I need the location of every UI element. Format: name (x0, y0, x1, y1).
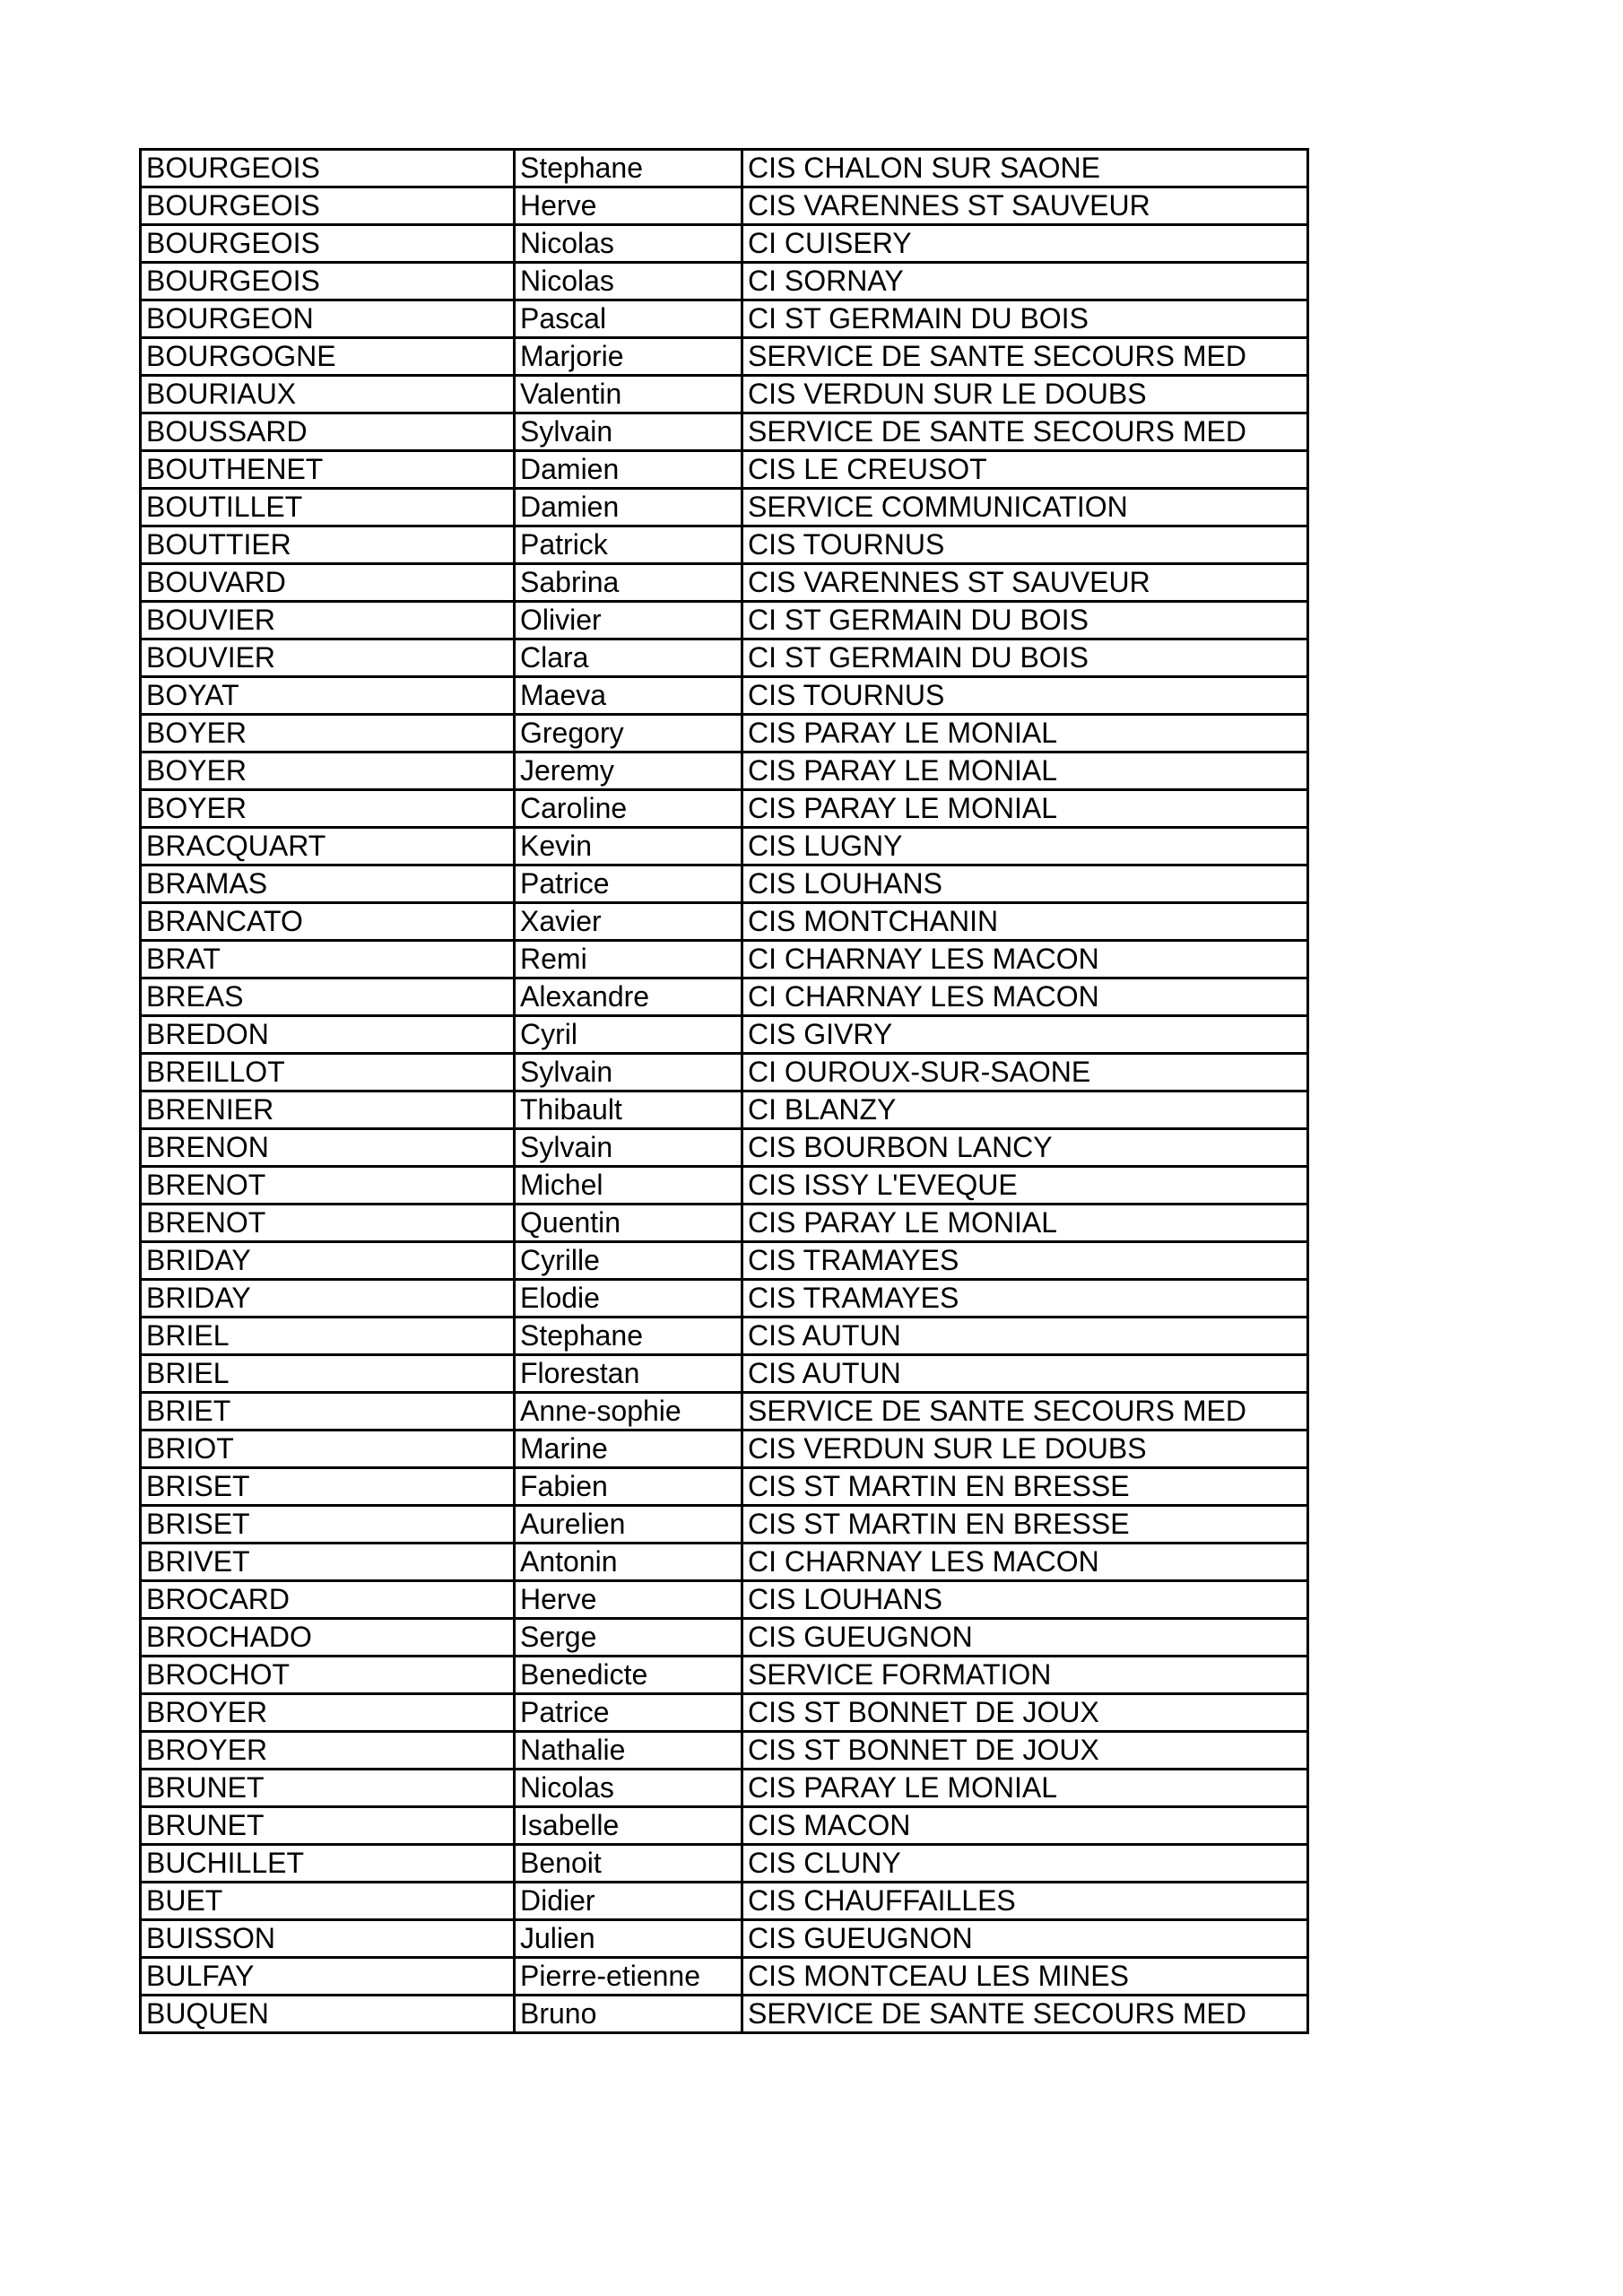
unit-cell: SERVICE DE SANTE SECOURS MED (742, 1393, 1308, 1431)
last-name-cell: BRUNET (141, 1770, 515, 1807)
unit-cell: CIS VERDUN SUR LE DOUBS (742, 1431, 1308, 1468)
unit-cell: CI ST GERMAIN DU BOIS (742, 602, 1308, 639)
table-row (141, 1016, 1308, 1054)
first-name-cell: Clara (515, 639, 742, 677)
unit-cell: CIS MONTCEAU LES MINES (742, 1958, 1308, 1996)
table-row (141, 715, 1308, 752)
table-row (141, 376, 1308, 413)
last-name-cell: BRIVET (141, 1544, 515, 1581)
last-name-cell: BOUTILLET (141, 489, 515, 526)
last-name-cell: BRUNET (141, 1807, 515, 1845)
table-row (141, 263, 1308, 300)
table-row (141, 1318, 1308, 1355)
table-row (141, 903, 1308, 941)
first-name-cell: Sylvain (515, 413, 742, 451)
unit-cell: CIS TOURNUS (742, 677, 1308, 715)
first-name-cell: Damien (515, 451, 742, 489)
last-name-cell: BRIOT (141, 1431, 515, 1468)
table-row (141, 1619, 1308, 1657)
table-row (141, 413, 1308, 451)
last-name-cell: BREILLOT (141, 1054, 515, 1091)
table-row (141, 865, 1308, 903)
first-name-cell: Serge (515, 1619, 742, 1657)
unit-cell: CIS GUEUGNON (742, 1619, 1308, 1657)
first-name-cell: Maeva (515, 677, 742, 715)
unit-cell: CIS GIVRY (742, 1016, 1308, 1054)
unit-cell: CIS LOUHANS (742, 1581, 1308, 1619)
unit-cell: CIS VARENNES ST SAUVEUR (742, 564, 1308, 602)
table-row (141, 526, 1308, 564)
table-row (141, 150, 1308, 187)
table-row (141, 828, 1308, 865)
table-row (141, 602, 1308, 639)
first-name-cell: Pascal (515, 300, 742, 338)
first-name-cell: Marine (515, 1431, 742, 1468)
table-row (141, 1167, 1308, 1205)
table-row (141, 1581, 1308, 1619)
first-name-cell: Sylvain (515, 1054, 742, 1091)
unit-cell: CI SORNAY (742, 263, 1308, 300)
unit-cell: CIS PARAY LE MONIAL (742, 1205, 1308, 1242)
first-name-cell: Florestan (515, 1355, 742, 1393)
unit-cell: CIS GUEUGNON (742, 1920, 1308, 1958)
last-name-cell: BRISET (141, 1506, 515, 1544)
table-row (141, 1129, 1308, 1167)
table-row (141, 338, 1308, 376)
unit-cell: CIS ST MARTIN EN BRESSE (742, 1468, 1308, 1506)
unit-cell: CIS LOUHANS (742, 865, 1308, 903)
first-name-cell: Olivier (515, 602, 742, 639)
unit-cell: CIS LUGNY (742, 828, 1308, 865)
last-name-cell: BUQUEN (141, 1996, 515, 2033)
last-name-cell: BRISET (141, 1468, 515, 1506)
first-name-cell: Bruno (515, 1996, 742, 2033)
table-row (141, 1242, 1308, 1280)
table-row (141, 489, 1308, 526)
unit-cell: CIS ST BONNET DE JOUX (742, 1694, 1308, 1732)
last-name-cell: BUISSON (141, 1920, 515, 1958)
first-name-cell: Caroline (515, 790, 742, 828)
first-name-cell: Isabelle (515, 1807, 742, 1845)
unit-cell: CIS CHAUFFAILLES (742, 1883, 1308, 1920)
table-row (141, 1544, 1308, 1581)
last-name-cell: BRENOT (141, 1167, 515, 1205)
last-name-cell: BRIEL (141, 1355, 515, 1393)
unit-cell: CI ST GERMAIN DU BOIS (742, 639, 1308, 677)
last-name-cell: BRIDAY (141, 1242, 515, 1280)
first-name-cell: Aurelien (515, 1506, 742, 1544)
last-name-cell: BOUTTIER (141, 526, 515, 564)
last-name-cell: BOUSSARD (141, 413, 515, 451)
unit-cell: CIS VERDUN SUR LE DOUBS (742, 376, 1308, 413)
table-row (141, 564, 1308, 602)
table-row (141, 1091, 1308, 1129)
unit-cell: CIS MONTCHANIN (742, 903, 1308, 941)
unit-cell: CIS CLUNY (742, 1845, 1308, 1883)
last-name-cell: BOURGEOIS (141, 225, 515, 263)
unit-cell: CIS PARAY LE MONIAL (742, 1770, 1308, 1807)
last-name-cell: BRAMAS (141, 865, 515, 903)
table-row (141, 1883, 1308, 1920)
table-row (141, 1468, 1308, 1506)
last-name-cell: BROYER (141, 1694, 515, 1732)
first-name-cell: Nicolas (515, 263, 742, 300)
table-row (141, 639, 1308, 677)
first-name-cell: Elodie (515, 1280, 742, 1318)
unit-cell: SERVICE FORMATION (742, 1657, 1308, 1694)
first-name-cell: Alexandre (515, 978, 742, 1016)
table-row (141, 1280, 1308, 1318)
table-row (141, 1920, 1308, 1958)
first-name-cell: Quentin (515, 1205, 742, 1242)
first-name-cell: Nicolas (515, 1770, 742, 1807)
table-row (141, 300, 1308, 338)
unit-cell: SERVICE COMMUNICATION (742, 489, 1308, 526)
last-name-cell: BOURGEOIS (141, 187, 515, 225)
table-row (141, 1807, 1308, 1845)
first-name-cell: Kevin (515, 828, 742, 865)
unit-cell: CIS PARAY LE MONIAL (742, 752, 1308, 790)
last-name-cell: BOUTHENET (141, 451, 515, 489)
unit-cell: CIS LE CREUSOT (742, 451, 1308, 489)
table-row (141, 451, 1308, 489)
first-name-cell: Sylvain (515, 1129, 742, 1167)
last-name-cell: BRANCATO (141, 903, 515, 941)
last-name-cell: BRIEL (141, 1318, 515, 1355)
unit-cell: CIS TRAMAYES (742, 1242, 1308, 1280)
unit-cell: CIS CHALON SUR SAONE (742, 150, 1308, 187)
unit-cell: CI CHARNAY LES MACON (742, 941, 1308, 978)
first-name-cell: Valentin (515, 376, 742, 413)
first-name-cell: Herve (515, 1581, 742, 1619)
first-name-cell: Cyrille (515, 1242, 742, 1280)
last-name-cell: BRENIER (141, 1091, 515, 1129)
last-name-cell: BUET (141, 1883, 515, 1920)
first-name-cell: Damien (515, 489, 742, 526)
first-name-cell: Antonin (515, 1544, 742, 1581)
last-name-cell: BOYER (141, 790, 515, 828)
table-row (141, 978, 1308, 1016)
last-name-cell: BOURGOGNE (141, 338, 515, 376)
roster-table-body (141, 150, 1308, 2033)
unit-cell: CIS MACON (742, 1807, 1308, 1845)
last-name-cell: BRACQUART (141, 828, 515, 865)
unit-cell: CIS AUTUN (742, 1355, 1308, 1393)
table-row (141, 1393, 1308, 1431)
last-name-cell: BOURGEOIS (141, 263, 515, 300)
unit-cell: SERVICE DE SANTE SECOURS MED (742, 413, 1308, 451)
first-name-cell: Pierre-etienne (515, 1958, 742, 1996)
first-name-cell: Anne-sophie (515, 1393, 742, 1431)
last-name-cell: BRIET (141, 1393, 515, 1431)
last-name-cell: BROCHADO (141, 1619, 515, 1657)
table-row (141, 187, 1308, 225)
last-name-cell: BOURGEOIS (141, 150, 515, 187)
first-name-cell: Nicolas (515, 225, 742, 263)
last-name-cell: BULFAY (141, 1958, 515, 1996)
unit-cell: CIS VARENNES ST SAUVEUR (742, 187, 1308, 225)
unit-cell: CI CHARNAY LES MACON (742, 1544, 1308, 1581)
first-name-cell: Herve (515, 187, 742, 225)
unit-cell: CIS PARAY LE MONIAL (742, 715, 1308, 752)
unit-cell: CIS ST MARTIN EN BRESSE (742, 1506, 1308, 1544)
last-name-cell: BROCARD (141, 1581, 515, 1619)
first-name-cell: Benedicte (515, 1657, 742, 1694)
first-name-cell: Stephane (515, 1318, 742, 1355)
table-row (141, 1506, 1308, 1544)
table-row (141, 1958, 1308, 1996)
table-row (141, 1431, 1308, 1468)
last-name-cell: BOYER (141, 715, 515, 752)
first-name-cell: Thibault (515, 1091, 742, 1129)
first-name-cell: Marjorie (515, 338, 742, 376)
unit-cell: CI BLANZY (742, 1091, 1308, 1129)
first-name-cell: Patrick (515, 526, 742, 564)
table-row (141, 225, 1308, 263)
first-name-cell: Michel (515, 1167, 742, 1205)
table-row (141, 1770, 1308, 1807)
table-row (141, 1205, 1308, 1242)
unit-cell: CI ST GERMAIN DU BOIS (742, 300, 1308, 338)
last-name-cell: BRAT (141, 941, 515, 978)
last-name-cell: BUCHILLET (141, 1845, 515, 1883)
first-name-cell: Gregory (515, 715, 742, 752)
first-name-cell: Julien (515, 1920, 742, 1958)
first-name-cell: Nathalie (515, 1732, 742, 1770)
last-name-cell: BOUVIER (141, 639, 515, 677)
unit-cell: SERVICE DE SANTE SECOURS MED (742, 1996, 1308, 2033)
first-name-cell: Patrice (515, 1694, 742, 1732)
last-name-cell: BREAS (141, 978, 515, 1016)
unit-cell: CIS AUTUN (742, 1318, 1308, 1355)
unit-cell: CI CUISERY (742, 225, 1308, 263)
table-row (141, 1355, 1308, 1393)
unit-cell: SERVICE DE SANTE SECOURS MED (742, 338, 1308, 376)
unit-cell: CIS TRAMAYES (742, 1280, 1308, 1318)
last-name-cell: BREDON (141, 1016, 515, 1054)
unit-cell: CI OUROUX-SUR-SAONE (742, 1054, 1308, 1091)
table-row (141, 1996, 1308, 2033)
first-name-cell: Fabien (515, 1468, 742, 1506)
table-row (141, 677, 1308, 715)
table-row (141, 1657, 1308, 1694)
table-row (141, 752, 1308, 790)
first-name-cell: Jeremy (515, 752, 742, 790)
unit-cell: CIS TOURNUS (742, 526, 1308, 564)
last-name-cell: BOYER (141, 752, 515, 790)
first-name-cell: Xavier (515, 903, 742, 941)
unit-cell: CI CHARNAY LES MACON (742, 978, 1308, 1016)
last-name-cell: BOURIAUX (141, 376, 515, 413)
table-row (141, 1845, 1308, 1883)
last-name-cell: BRENON (141, 1129, 515, 1167)
first-name-cell: Didier (515, 1883, 742, 1920)
unit-cell: CIS ISSY L'EVEQUE (742, 1167, 1308, 1205)
first-name-cell: Sabrina (515, 564, 742, 602)
last-name-cell: BROCHOT (141, 1657, 515, 1694)
last-name-cell: BROYER (141, 1732, 515, 1770)
table-row (141, 1694, 1308, 1732)
first-name-cell: Patrice (515, 865, 742, 903)
last-name-cell: BOYAT (141, 677, 515, 715)
table-row (141, 941, 1308, 978)
unit-cell: CIS BOURBON LANCY (742, 1129, 1308, 1167)
unit-cell: CIS ST BONNET DE JOUX (742, 1732, 1308, 1770)
first-name-cell: Remi (515, 941, 742, 978)
last-name-cell: BOUVIER (141, 602, 515, 639)
last-name-cell: BOURGEON (141, 300, 515, 338)
last-name-cell: BOUVARD (141, 564, 515, 602)
first-name-cell: Cyril (515, 1016, 742, 1054)
unit-cell: CIS PARAY LE MONIAL (742, 790, 1308, 828)
first-name-cell: Stephane (515, 150, 742, 187)
table-row (141, 1732, 1308, 1770)
table-row (141, 1054, 1308, 1091)
roster-table (139, 148, 1309, 2034)
first-name-cell: Benoit (515, 1845, 742, 1883)
table-row (141, 790, 1308, 828)
last-name-cell: BRENOT (141, 1205, 515, 1242)
last-name-cell: BRIDAY (141, 1280, 515, 1318)
